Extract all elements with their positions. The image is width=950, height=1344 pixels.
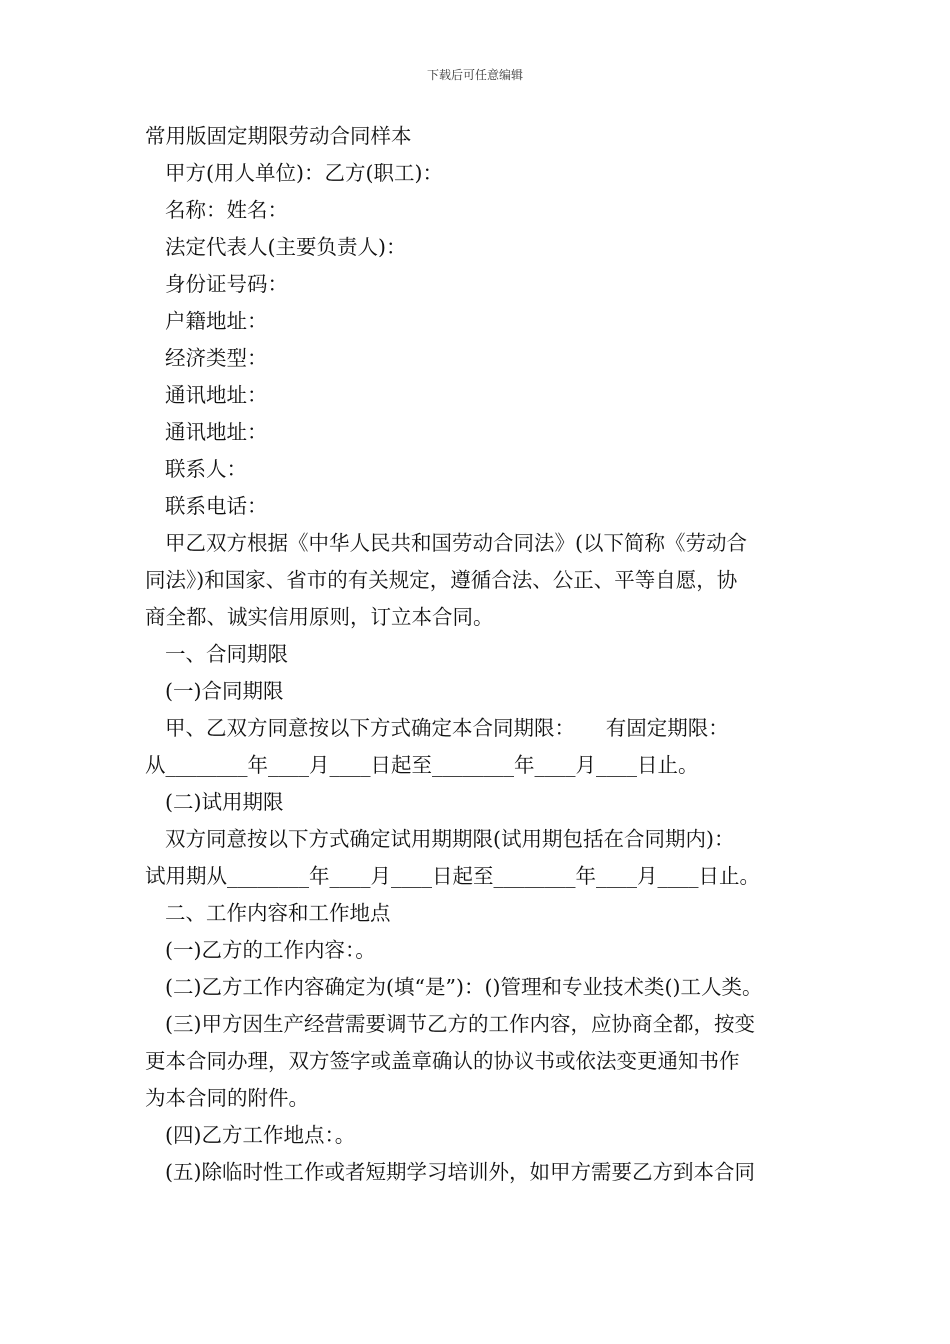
document-line: 更本合同办理，双方签字或盖章确认的协议书或依法变更通知书作 — [145, 1049, 740, 1073]
document-line: 名称：姓名： — [165, 198, 288, 222]
document-line: 通讯地址： — [165, 383, 268, 407]
document-line: 户籍地址： — [165, 309, 268, 333]
document-line: (三)甲方因生产经营需要调节乙方的工作内容，应协商全都，按变 — [165, 1012, 755, 1036]
document-line: 甲方(用人单位)：乙方(职工)： — [165, 161, 443, 185]
document-line: 同法》)和国家、省市的有关规定，遵循合法、公正、平等自愿，协 — [145, 568, 738, 592]
document-title: 常用版固定期限劳动合同样本 — [145, 124, 412, 148]
document-line: 身份证号码： — [165, 272, 288, 296]
document-line: 经济类型： — [165, 346, 268, 370]
document-line: 试用期从________年____月____日起至________年____月____日止。 — [145, 864, 760, 888]
document-line: (二)试用期限 — [165, 790, 284, 814]
document-line: 甲、乙双方同意按以下方式确定本合同期限： 有固定期限： — [165, 716, 729, 740]
document-line: 法定代表人(主要负责人)： — [165, 235, 407, 259]
document-line: 通讯地址： — [165, 420, 268, 444]
page-header: 下载后可任意编辑 — [426, 68, 523, 82]
document-line: 甲乙双方根据《中华人民共和国劳动合同法》(以下简称《劳动合 — [165, 531, 747, 555]
document-line: (四)乙方工作地点：。 — [165, 1123, 356, 1147]
document-line: 一、合同期限 — [165, 642, 288, 666]
document-line: (二)乙方工作内容确定为(填“是”)：()管理和专业技术类()工人类。 — [165, 975, 763, 999]
document-line: (一)合同期限 — [165, 679, 284, 703]
document-line: 从________年____月____日起至________年____月____日止。 — [145, 753, 699, 777]
document-line: 商全都、诚实信用原则，订立本合同。 — [145, 605, 494, 629]
document-line: 二、工作内容和工作地点 — [165, 901, 391, 925]
document-line: 双方同意按以下方式确定试用期期限(试用期包括在合同期内)： — [165, 827, 735, 851]
document-line: 联系人： — [165, 457, 247, 481]
document-line: 为本合同的附件。 — [145, 1086, 309, 1110]
document-line: 联系电话： — [165, 494, 268, 518]
document-body — [145, 118, 825, 1191]
document-line: (五)除临时性工作或者短期学习培训外，如甲方需要乙方到本合同 — [165, 1160, 755, 1184]
document-line: (一)乙方的工作内容：。 — [165, 938, 376, 962]
